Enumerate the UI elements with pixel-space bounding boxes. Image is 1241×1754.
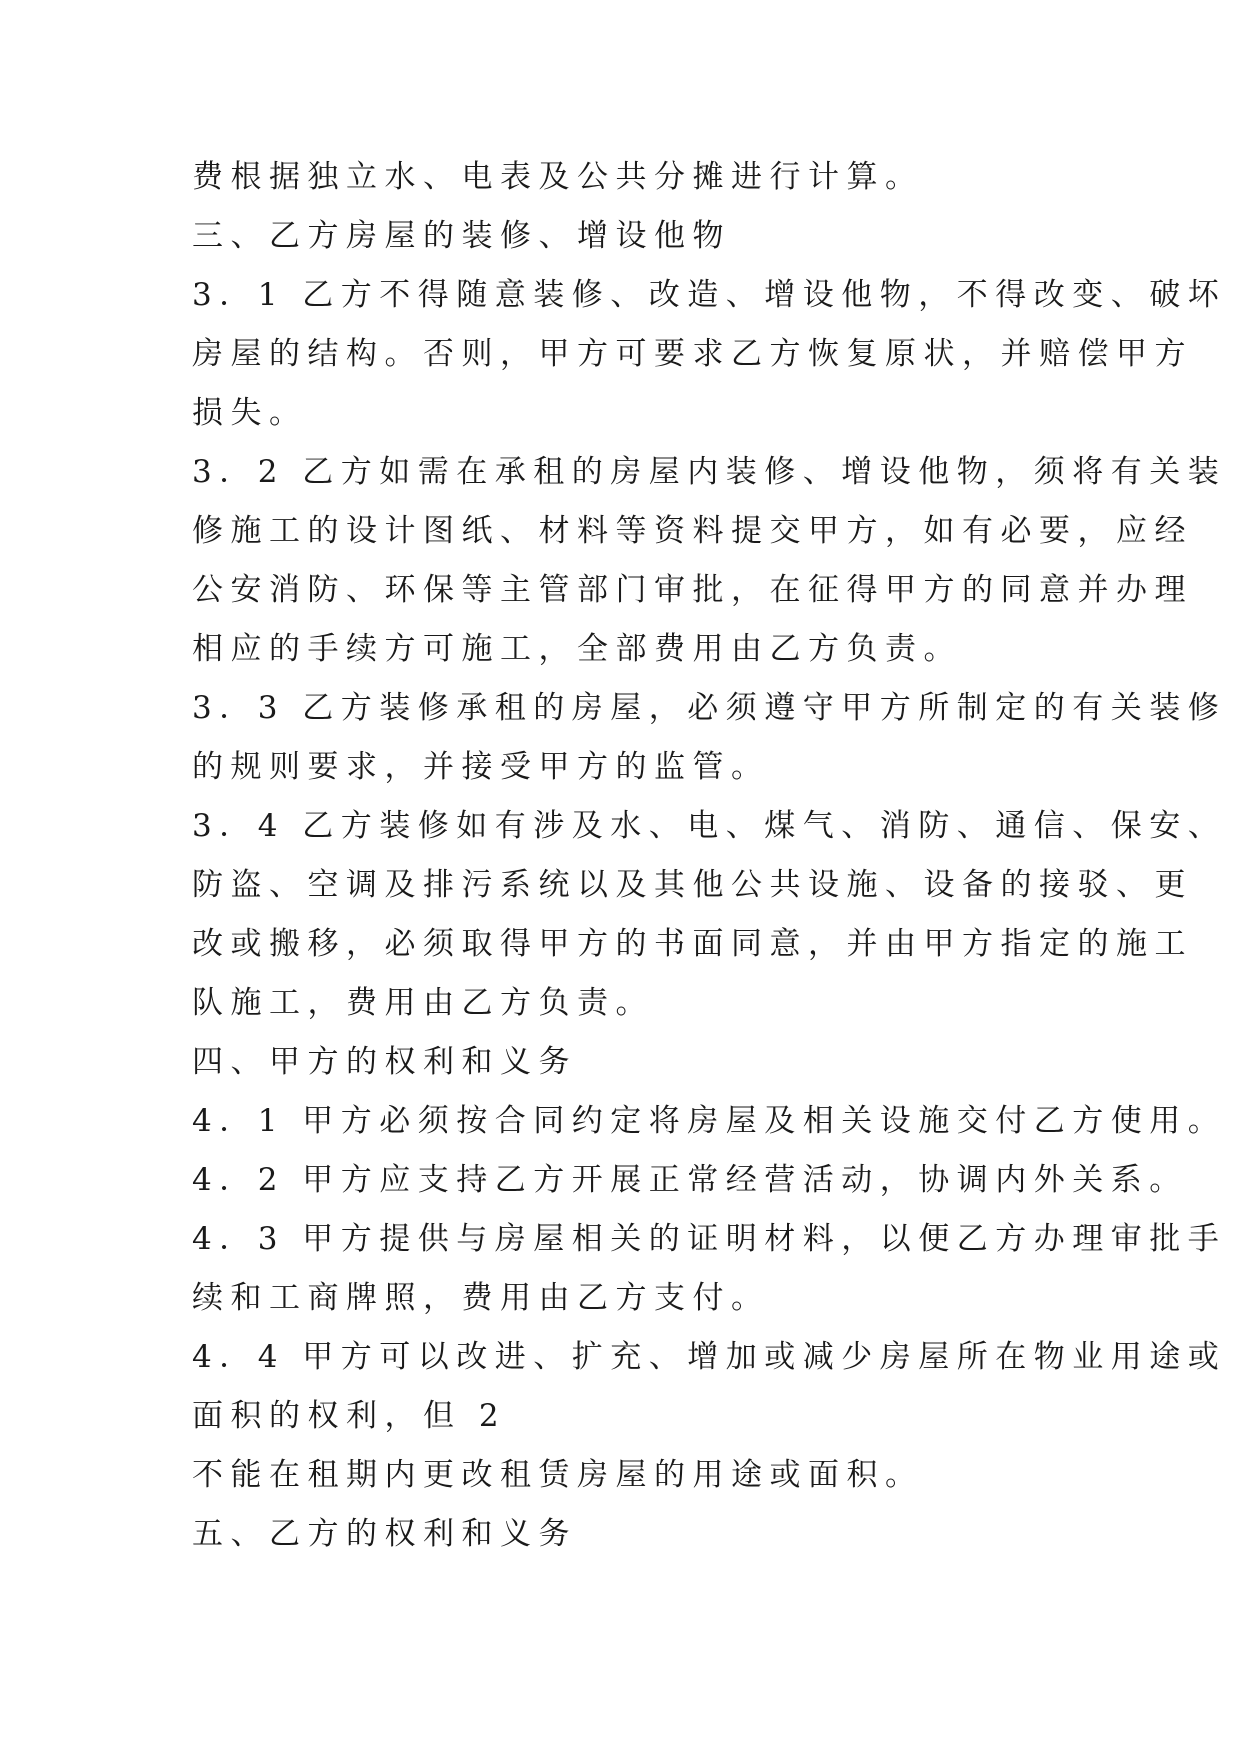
- text-line: 4．2 甲方应支持乙方开展正常经营活动，协调内外关系。: [192, 1162, 1188, 1198]
- text-line: 队施工，费用由乙方负责。: [192, 985, 654, 1021]
- text-line: 房屋的结构。否则，甲方可要求乙方恢复原状，并赔偿甲方: [192, 336, 1193, 372]
- text-line: 修施工的设计图纸、材料等资料提交甲方，如有必要，应经: [192, 513, 1193, 549]
- text-line: 续和工商牌照，费用由乙方支付。: [192, 1280, 770, 1316]
- section-heading: 五、乙方的权利和义务: [192, 1516, 577, 1552]
- text-line: 相应的手续方可施工，全部费用由乙方负责。: [192, 631, 962, 667]
- text-line: 4．3 甲方提供与房屋相关的证明材料，以便乙方办理审批手: [192, 1221, 1227, 1257]
- section-heading: 三、乙方房屋的装修、增设他物: [192, 218, 731, 254]
- text-line: 防盗、空调及排污系统以及其他公共设施、设备的接驳、更: [192, 867, 1193, 903]
- text-line: 损失。: [192, 395, 308, 431]
- text-line: 4．4 甲方可以改进、扩充、增加或减少房屋所在物业用途或: [192, 1339, 1227, 1375]
- text-line: 3．2 乙方如需在承租的房屋内装修、增设他物，须将有关装: [192, 454, 1227, 490]
- document-body: [192, 148, 1227, 1564]
- text-line: 3．4 乙方装修如有涉及水、电、煤气、消防、通信、保安、: [192, 808, 1227, 844]
- text-line: 费根据独立水、电表及公共分摊进行计算。: [192, 159, 924, 195]
- section-heading: 四、甲方的权利和义务: [192, 1044, 577, 1080]
- text-line: 不能在租期内更改租赁房屋的用途或面积。: [192, 1457, 924, 1493]
- text-line: 面积的权利，但 2: [192, 1398, 507, 1434]
- text-line: 3．3 乙方装修承租的房屋，必须遵守甲方所制定的有关装修: [192, 690, 1227, 726]
- text-line: 3．1 乙方不得随意装修、改造、增设他物，不得改变、破坏: [192, 277, 1227, 313]
- text-line: 的规则要求，并接受甲方的监管。: [192, 749, 770, 785]
- text-line: 改或搬移，必须取得甲方的书面同意，并由甲方指定的施工: [192, 926, 1193, 962]
- text-line: 公安消防、环保等主管部门审批，在征得甲方的同意并办理: [192, 572, 1193, 608]
- text-line: 4．1 甲方必须按合同约定将房屋及相关设施交付乙方使用。: [192, 1103, 1227, 1139]
